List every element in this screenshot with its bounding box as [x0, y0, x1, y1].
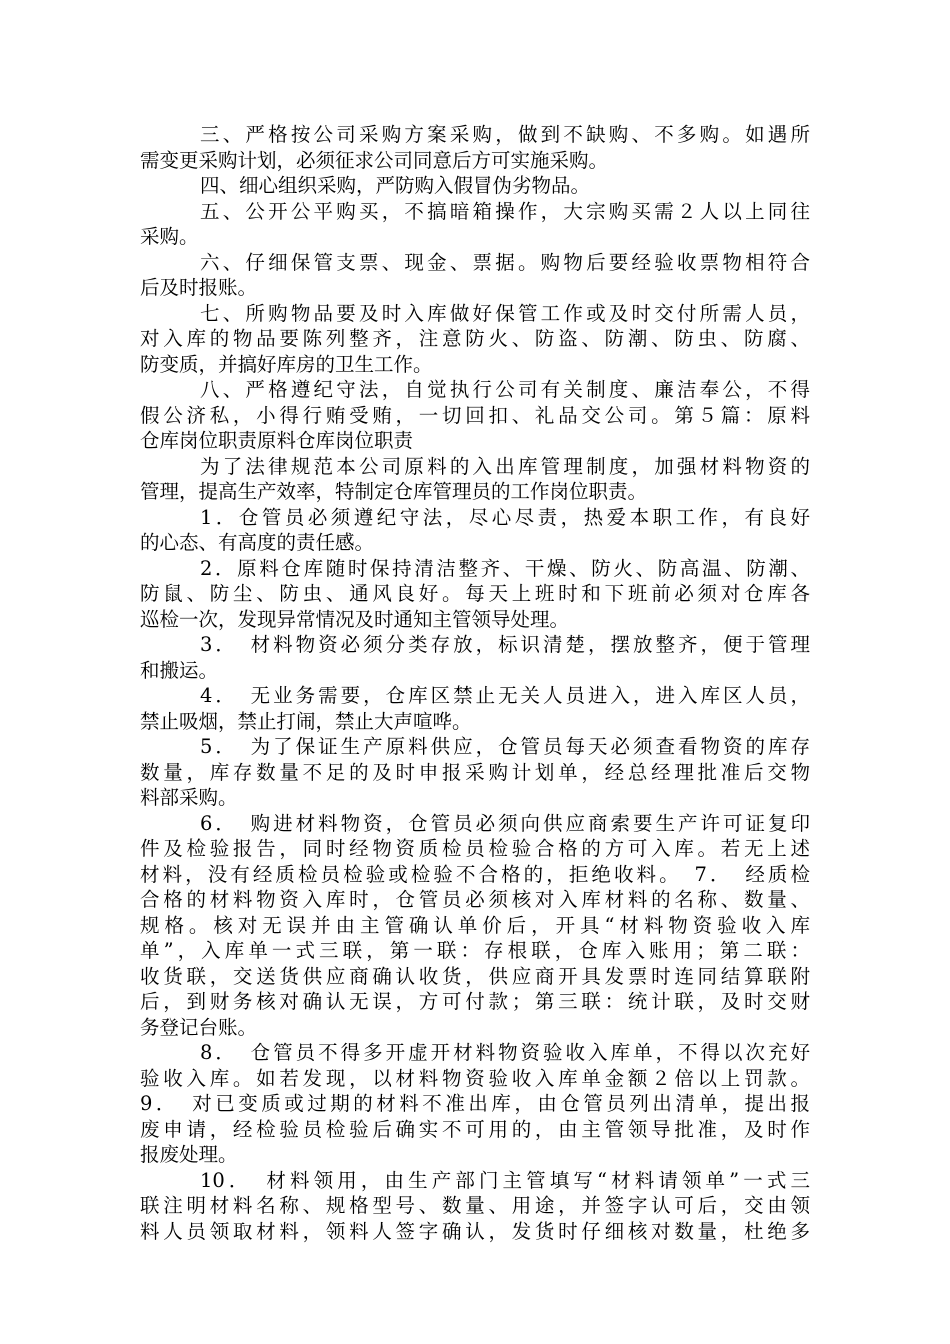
text-line: 2．原料仓库随时保持清洁整齐、干燥、防火、防高温、防潮、: [200, 556, 810, 580]
text-line: 6． 购进材料物资，仓管员必须向供应商索要生产许可证复印: [200, 811, 810, 835]
text-line: 4． 无业务需要，仓库区禁止无关人员进入，进入库区人员，: [200, 684, 810, 707]
text-line: 三、严格按公司采购方案采购，做到不缺购、不多购。如遇所: [200, 123, 810, 146]
text-line: 单”，入库单一式三联，第一联：存根联，仓库入账用；第二联：: [140, 939, 810, 962]
text-line: 报废处理。: [140, 1143, 238, 1166]
text-line: 收货联，交送货供应商确认收货，供应商开具发票时连同结算联附: [140, 964, 810, 988]
text-line: 的心态、有高度的责任感。: [140, 531, 375, 554]
text-line: 后，到财务核对确认无误，方可付款；第三联：统计联，及时交财: [140, 990, 810, 1013]
text-line: 禁止吸烟，禁止打闹，禁止大声喧哗。: [140, 709, 472, 733]
text-line: 废申请，经检验员检验后确实不可用的，由主管领导批准，及时作: [140, 1117, 810, 1141]
text-line: 假公济私，小得行贿受贿，一切回扣、礼品交公司。第５篇：原料: [140, 403, 810, 427]
text-line: 巡检一次，发现异常情况及时通知主管领导处理。: [140, 607, 570, 631]
text-line: 9． 对已变质或过期的材料不准出库，由仓管员列出清单，提出报: [140, 1092, 810, 1115]
text-line: 1．仓管员必须遵纪守法，尽心尽责，热爱本职工作，有良好: [200, 505, 810, 529]
text-line: 七、所购物品要及时入库做好保管工作或及时交付所需人员，: [200, 301, 810, 325]
text-line: 务登记台账。: [140, 1015, 258, 1039]
document-page: [140, 122, 810, 1244]
text-line: 对入库的物品要陈列整齐，注意防火、防盗、防潮、防虫、防腐、: [140, 327, 810, 350]
text-line: 验收入库。如若发现，以材料物资验收入库单金额２倍以上罚款。: [140, 1066, 810, 1090]
text-line: 防鼠、防尘、防虫、通风良好。每天上班时和下班前必须对仓库各: [140, 582, 810, 605]
text-line: 5． 为了保证生产原料供应，仓管员每天必须查看物资的库存: [200, 735, 810, 758]
text-line: 材料，没有经质检员检验或检验不合格的，拒绝收料。 7． 经质检: [140, 862, 810, 886]
text-line: 为了法律规范本公司原料的入出库管理制度，加强材料物资的: [200, 454, 810, 478]
text-line: 防变质，并搞好库房的卫生工作。: [140, 352, 433, 376]
text-line: 和搬运。: [140, 658, 219, 682]
text-line: 件及检验报告，同时经物资质检员检验合格的方可入库。若无上述: [140, 837, 810, 860]
text-line: 八、严格遵纪守法，自觉执行公司有关制度、廉洁奉公，不得: [200, 378, 810, 401]
text-line: 四、细心组织采购，严防购入假冒伪劣物品。: [200, 174, 591, 197]
text-line: 采购。: [140, 225, 199, 248]
text-line: 联注明材料名称、规格型号、数量、用途，并签字认可后，交由领: [140, 1194, 810, 1217]
text-line: 六、仔细保管支票、现金、票据。购物后要经验收票物相符合: [200, 250, 810, 274]
text-line: 规格。核对无误并由主管确认单价后，开具“材料物资验收入库: [140, 913, 810, 937]
text-line: 仓库岗位职责原料仓库岗位职责: [140, 429, 414, 452]
text-line: 8． 仓管员不得多开虚开材料物资验收入库单，不得以次充好: [200, 1041, 810, 1064]
text-line: 10． 材料领用，由生产部门主管填写“材料请领单”一式三: [200, 1168, 810, 1192]
text-line: 3． 材料物资必须分类存放，标识清楚，摆放整齐，便于管理: [200, 633, 810, 656]
text-line: 五、公开公平购买，不搞暗箱操作，大宗购买需２人以上同往: [200, 199, 810, 223]
text-line: 合格的材料物资入库时，仓管员必须核对入库材料的名称、数量、: [140, 888, 810, 911]
text-line: 需变更采购计划，必须征求公司同意后方可实施采购。: [140, 148, 609, 172]
text-line: 料部采购。: [140, 786, 238, 809]
text-line: 后及时报账。: [140, 276, 258, 299]
text-line: 数量，库存数量不足的及时申报采购计划单，经总经理批准后交物: [140, 760, 810, 784]
text-line: 管理，提高生产效率，特制定仓库管理员的工作岗位职责。: [140, 480, 648, 503]
text-line: 料人员领取材料，领料人签字确认，发货时仔细核对数量，杜绝多: [140, 1219, 810, 1243]
